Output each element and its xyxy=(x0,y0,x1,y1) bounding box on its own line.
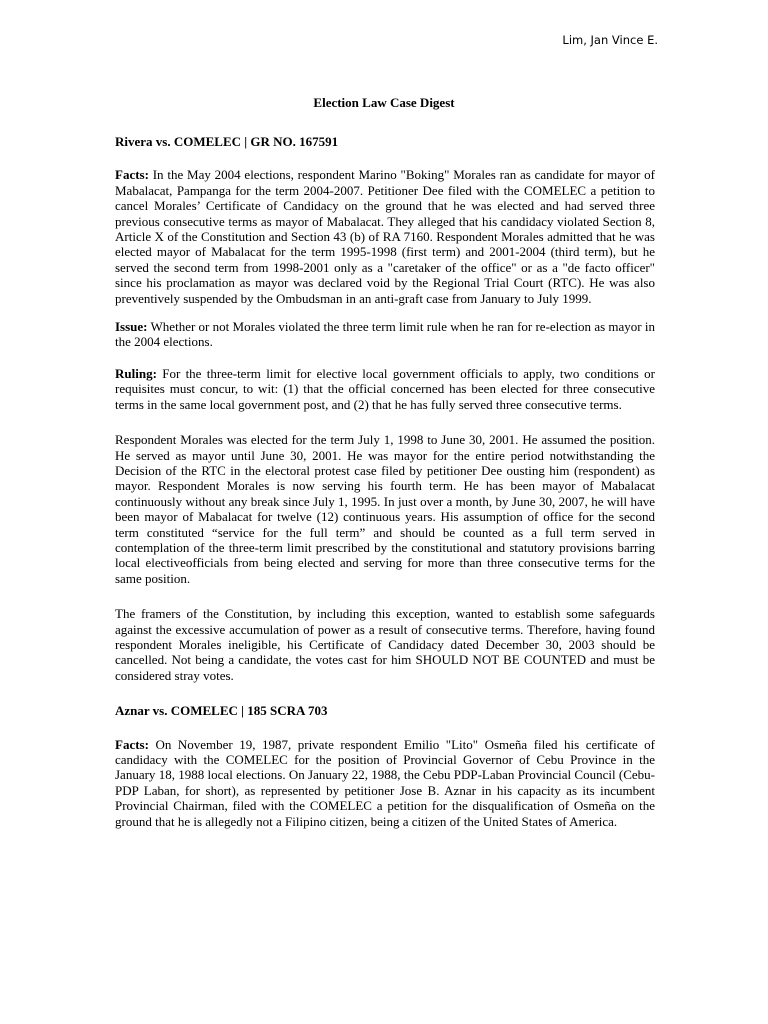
facts-paragraph-rivera xyxy=(115,167,655,306)
document-body xyxy=(115,134,655,842)
ruling-text: For the three-term limit for elective local government officials to apply, two conditions or requisites must concur, to wit: (1) that the official concerned has been elected for three consecutive terms in the same local government post, and (2) that he has fully served three consecutive terms. xyxy=(115,365,655,412)
issue-label: Issue: xyxy=(115,319,148,335)
ruling-label: Ruling: xyxy=(115,365,157,381)
facts-text: In the May 2004 elections, respondent Marino "Boking" Morales ran as candidate for mayor of Mabalacat, Pampanga for the term 2004-2007. Petitioner Dee filed with the COMELEC a petition to cancel Morales’ Certificate of Candidacy on the ground that he was elected and had served three previous consecutive terms as mayor of Mabalacat. They alleged that his candidacy violated Section 8, Article X of the Constitution and Section 43 (b) of RA 7160. Respondent Morales admitted that he was elected mayor of Mabalacat for the term 1995-1998 (first term) and 2001-2004 (third term), but he served the second term from 1998-2001 only as a "caretaker of the office" or as a "de facto officer" since his proclamation as mayor was declared void by the Regional Trial Court (RTC). He was also preventively suspended by the Ombudsman in an anti-graft case from January to July 1999. xyxy=(115,167,655,306)
issue-text: Whether or not Morales violated the three term limit rule when he ran for re-election as mayor in the 2004 elections. xyxy=(115,319,655,350)
case-title-rivera: Rivera vs. COMELEC | GR NO. 167591 xyxy=(115,134,339,149)
ruling-paragraph-rivera xyxy=(115,366,655,412)
document-title: Election Law Case Digest xyxy=(313,95,455,110)
facts-paragraph-aznar xyxy=(115,737,655,829)
facts-text: On November 19, 1987, private respondent Emilio "Lito" Osmeña filed his certificate of candidacy with the COMELEC for the position of Provincial Governor of Cebu Province in the January 18, 1988 local elections. On January 22, 1988, the Cebu PDP-Laban Provincial Council (Cebu-PDP Laban, for short), as represented by petitioner Jose B. Aznar in his capacity as its incumbent Provincial Chairman, filed with the COMELEC a petition for the disqualification of Osmeña on the ground that he is allegedly not a Filipino citizen, being a citizen of the United States of America. xyxy=(115,736,655,829)
facts-label: Facts: xyxy=(115,167,149,183)
body-paragraph: The framers of the Constitution, by including this exception, wanted to establish some safeguards against the excessive accumulation of power as a result of consecutive terms. Therefore, having found respondent Morales ineligible, his Certificate of Candidacy dated December 30, 2003 should be cancelled. Not being a candidate, the votes cast for him SHOULD NOT BE COUNTED and must be considered stray votes. xyxy=(115,606,655,683)
author-name: Lim, Jan Vince E. xyxy=(562,33,658,47)
body-paragraph: Respondent Morales was elected for the term July 1, 1998 to June 30, 2001. He assumed the position. He served as mayor until June 30, 2001. He was mayor for the entire period notwithstanding the Decision of the RTC in the electoral protest case filed by petitioner Dee ousting him (respondent) as mayor. Respondent Morales is now serving his fourth term. He has been mayor of Mabalacat continuously without any break since July 1, 1995. In just over a month, by June 30, 2007, he will have been mayor of Mabalacat for twelve (12) continuous years. His assumption of office for the second term constituted “service for the full term” and should be counted as a full term served in contemplation of the three-term limit prescribed by the constitutional and statutory provisions barring local electiveofficials from being elected and serving for more than three consecutive terms for the same position. xyxy=(115,432,655,586)
facts-label: Facts: xyxy=(115,736,149,752)
issue-paragraph-rivera xyxy=(115,319,655,350)
case-title-aznar: Aznar vs. COMELEC | 185 SCRA 703 xyxy=(115,703,328,719)
